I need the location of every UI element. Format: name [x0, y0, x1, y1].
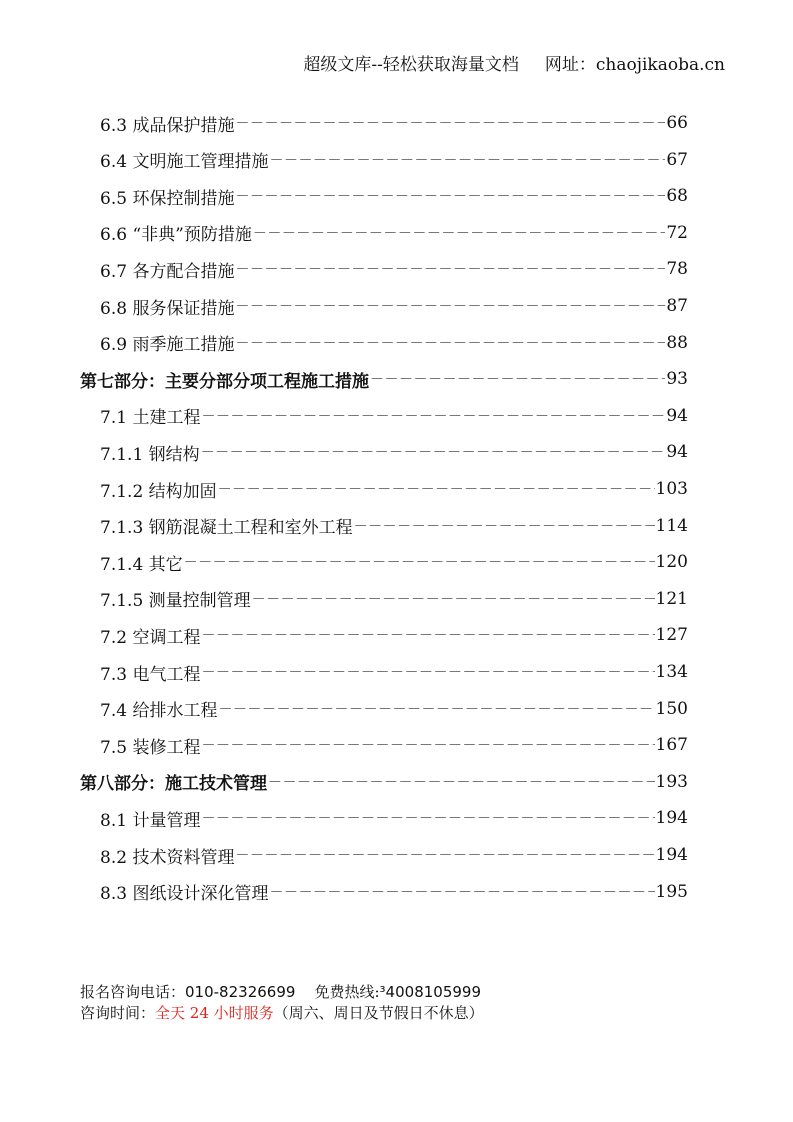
toc-entry-title: 8.1 计量管理: [100, 810, 201, 831]
toc-entry-page: 120: [655, 552, 688, 573]
page-header: [303, 50, 725, 75]
toc-entry-title: 7.1.2 结构加固: [100, 481, 217, 502]
toc-entry-page: 94: [666, 442, 688, 463]
toc-entry-title: 7.5 装修工程: [100, 737, 201, 758]
toc-entry-title: 8.2 技术资料管理: [100, 847, 235, 868]
phone-number[interactable]: 010-82326699: [185, 983, 296, 1001]
dot-leader: [218, 479, 655, 499]
toc-entry-title: 6.3 成品保护措施: [100, 115, 235, 136]
dot-leader: [184, 552, 655, 572]
dot-leader: [235, 845, 654, 865]
toc-entry-page: 87: [666, 296, 688, 316]
toc-entry-page: 195: [655, 881, 688, 902]
dot-leader: [201, 662, 654, 682]
toc-entry[interactable]: [100, 474, 688, 504]
toc-entry[interactable]: [100, 254, 688, 284]
toc-entry[interactable]: [100, 437, 688, 467]
toc-entry-page: 103: [655, 479, 688, 499]
footer-contact: [80, 982, 484, 1024]
toc-entry[interactable]: [80, 364, 688, 394]
toc-entry-title: 7.3 电气工程: [100, 664, 201, 685]
hotline-label: 免费热线:: [314, 983, 380, 1001]
toc-entry[interactable]: [80, 767, 688, 797]
hotline-number[interactable]: ³4008105999: [379, 983, 481, 1001]
toc-entry-page: 114: [655, 515, 688, 536]
toc-entry[interactable]: [100, 108, 688, 138]
dot-leader: [218, 699, 654, 719]
toc-entry-title: 7.1.5 测量控制管理: [100, 591, 251, 612]
toc-entry-page: 134: [655, 662, 688, 682]
dot-leader: [201, 735, 654, 755]
dot-leader: [201, 442, 666, 462]
toc-entry-title: 7.1 土建工程: [100, 408, 201, 429]
toc-entry[interactable]: [100, 620, 688, 650]
toc-entry[interactable]: [100, 694, 688, 724]
toc-entry-title: 7.4 给排水工程: [100, 701, 218, 722]
hours-highlight: 全天 24 小时服务: [155, 1004, 274, 1022]
toc-entry-page: 93: [666, 369, 688, 390]
dot-leader: [252, 589, 655, 609]
toc-entry[interactable]: [100, 181, 688, 211]
toc-entry[interactable]: [100, 511, 688, 541]
toc-entry-title: 8.3 图纸设计深化管理: [100, 884, 269, 905]
toc-entry-title: 6.7 各方配合措施: [100, 261, 235, 282]
dot-leader: [201, 406, 665, 426]
toc-entry-page: 193: [655, 771, 688, 792]
toc-entry-title: 第八部分：施工技术管理: [80, 774, 267, 795]
toc-entry[interactable]: [100, 145, 688, 175]
toc-entry[interactable]: [100, 291, 688, 321]
toc-entry-page: 194: [655, 845, 688, 865]
toc-entry-title: 6.9 雨季施工措施: [100, 335, 235, 356]
toc-entry[interactable]: [100, 547, 688, 577]
toc-entry-title: 7.1.4 其它: [100, 554, 183, 575]
toc-entry-page: 67: [666, 149, 688, 170]
site-name: 超级文库--轻松获取海量文档: [303, 55, 519, 75]
toc-entry-page: 66: [666, 113, 688, 133]
toc-entry-page: 194: [655, 808, 688, 829]
toc-entry-title: 6.4 文明施工管理措施: [100, 152, 269, 173]
dot-leader: [268, 772, 655, 792]
dot-leader: [253, 223, 666, 243]
hours-note: （周六、周日及节假日不休息）: [273, 1004, 484, 1022]
dot-leader: [235, 333, 665, 353]
dot-leader: [354, 516, 655, 536]
toc-entry-title: 6.8 服务保证措施: [100, 298, 235, 319]
toc-entry-page: 88: [666, 332, 688, 353]
dot-leader: [235, 259, 665, 279]
toc-entry[interactable]: [100, 218, 688, 248]
toc-entry-title: 第七部分：主要分部分项工程施工措施: [80, 371, 369, 392]
dot-leader: [269, 150, 665, 170]
dot-leader: [235, 113, 665, 133]
toc-entry[interactable]: [100, 730, 688, 760]
toc-entry[interactable]: [100, 657, 688, 687]
phone-label: 报名咨询电话：: [80, 983, 186, 1001]
toc-entry-page: 127: [655, 625, 688, 646]
toc-entry-title: 6.5 环保控制措施: [100, 188, 235, 209]
phone-line: [80, 982, 484, 1003]
toc-entry[interactable]: [100, 840, 688, 870]
dot-leader: [269, 882, 654, 902]
toc-entry[interactable]: [100, 877, 688, 907]
toc-entry-page: 167: [655, 735, 688, 756]
toc-entry[interactable]: [100, 328, 688, 358]
toc-entry[interactable]: [100, 401, 688, 431]
dot-leader: [201, 808, 654, 828]
toc-entry[interactable]: [100, 803, 688, 833]
toc-entry-title: 6.6 “非典”预防措施: [100, 225, 252, 246]
hours-line: [80, 1003, 484, 1024]
toc-entry-title: 7.1.3 钢筋混凝土工程和室外工程: [100, 518, 353, 539]
hours-label: 咨询时间：: [80, 1004, 156, 1022]
toc-entry-page: 72: [666, 222, 688, 243]
toc-entry-page: 121: [655, 588, 688, 609]
toc-entry-page: 150: [655, 698, 688, 719]
dot-leader: [235, 296, 665, 316]
toc-entry-page: 94: [666, 405, 688, 426]
toc-entry-page: 68: [666, 186, 688, 207]
dot-leader: [201, 625, 654, 645]
toc-entry-title: 7.2 空调工程: [100, 627, 201, 648]
dot-leader: [235, 186, 665, 206]
site-url[interactable]: 网址：chaojikaoba.cn: [544, 55, 725, 75]
dot-leader: [370, 369, 665, 389]
toc-entry-title: 7.1.1 钢结构: [100, 444, 200, 465]
toc-entry[interactable]: [100, 584, 688, 614]
toc-entry-page: 78: [666, 259, 688, 280]
